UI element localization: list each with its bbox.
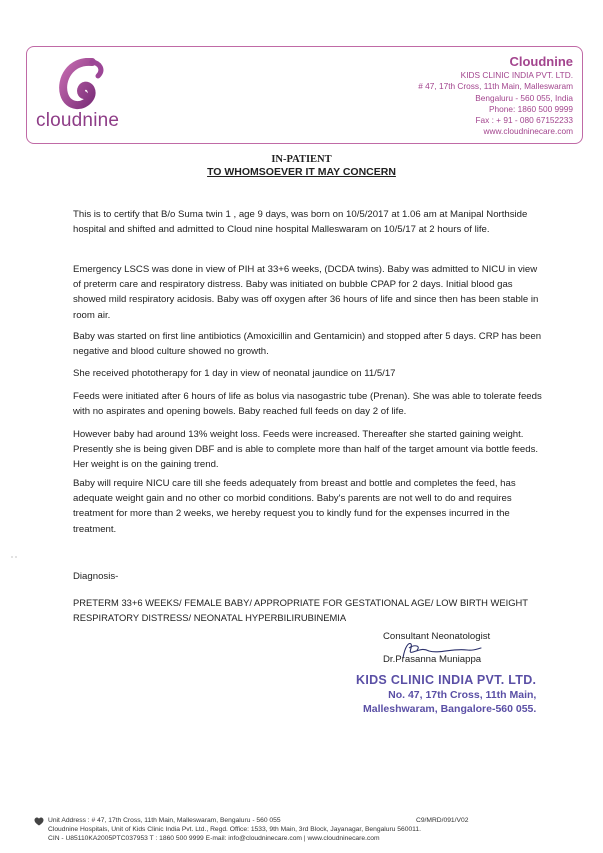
footer-cin-contact: CIN - U85110KA2005PTC037953 T : 1860 500 9999 E-mail: info@cloudninecare.com | www.cloudninecare.com: [48, 835, 380, 842]
paragraph-nicu-request: Baby will require NICU care till she feeds adequately from breast and bottle and completes the feed, has adequate weight gain and no other co morbid conditions. Baby's parents are not well to do and requires treatment for more than 2 weeks, we hereby request you to kindly fund for the expenses incurred in the treatment.: [73, 478, 516, 535]
website: www.cloudninecare.com: [483, 126, 573, 137]
paragraph-weight: However baby had around 13% weight loss. Feeds were increased. Thereafter she started gaining weight. Presently she is being given DBF and is able to complete more than half of the target amount via bottle feeds. Her weight is on the gaining trend.: [73, 429, 539, 471]
paragraph-emergency: Emergency LSCS was done in view of PIH at 33+6 weeks, (DCDA twins). Baby was admitted to NICU in view of preterm care and respiratory distress. Baby was initiated on bubble CPAP for 2 days. Initial blood gas showed mild respiratory acidosis. Baby was off oxygen after 36 hours of life and since then has been stable in room air.: [73, 264, 539, 321]
fax-number: Fax : + 91 - 080 67152233: [475, 115, 573, 126]
company-name: KIDS CLINIC INDIA PVT. LTD.: [460, 70, 573, 80]
margin-mark: [10, 555, 18, 559]
signatory-title: Consultant Neonatologist: [383, 631, 491, 642]
paragraph-phototherapy: She received phototherapy for 1 day in view of neonatal jaundice on 11/5/17: [73, 368, 396, 379]
page-footer: [48, 816, 568, 843]
address-line-1: # 47, 17th Cross, 11th Main, Malleswaram: [418, 81, 573, 92]
diagnosis-text: PRETERM 33+6 WEEKS/ FEMALE BABY/ APPROPRIATE FOR GESTATIONAL AGE/ LOW BIRTH WEIGHT RESPIRATORY DISTRESS/ NEONATAL HYPERBILIRUBINEMIA: [73, 597, 528, 623]
footer-registered-office: Cloudnine Hospitals, Unit of Kids Clinic India Pvt. Ltd., Regd. Office: 1533, 9th Main, 3rd Block, Jayanagar, Bengaluru 560011.: [48, 826, 421, 833]
diagnosis-label: Diagnosis-: [73, 571, 119, 582]
logo-wordmark: cloudnine: [36, 110, 120, 131]
doc-title-concern: TO WHOMSOEVER IT MAY CONCERN: [207, 166, 396, 178]
signatory-name: Dr.Prasanna Muniappa: [383, 654, 482, 665]
footer-location-icon: [34, 817, 44, 826]
stamp-address-1: No. 47, 17th Cross, 11th Main,: [388, 689, 537, 701]
paragraph-birth: This is to certify that B/o Suma twin 1 , age 9 days, was born on 10/5/2017 at 1.06 am at Manipal Northside hospital and shifted and admitted to Cloud nine hospital Malleswaram on 10/5/17 at 2 hours of life.: [73, 209, 528, 236]
paragraph-feeds: Feeds were initiated after 6 hours of life as bolus via nasogastric tube (Prenan). She was able to tolerate feeds with no aspirates and opening bowels. Baby reached full feeds on day 2 of life.: [73, 391, 542, 418]
stamp-address-2: Malleshwaram, Bangalore-560 055.: [362, 703, 537, 715]
doc-title-in-patient: IN-PATIENT: [271, 154, 332, 165]
footer-document-ref: C9/MRD/091/V02: [416, 817, 469, 824]
paragraph-antibiotics: Baby was started on first line antibiotics (Amoxicillin and Gentamicin) and stopped after 5 days. CRP has been negative and blood culture showed no growth.: [73, 331, 542, 358]
brand-name: Cloudnine: [509, 54, 573, 69]
address-line-2: Bengaluru - 560 055, India: [475, 92, 573, 103]
stamp-company: KIDS CLINIC INDIA PVT. LTD.: [356, 673, 537, 687]
company-details: [418, 54, 573, 138]
clinic-stamp: [356, 672, 536, 716]
footer-unit-address: Unit Address : # 47, 17th Cross, 11th Main, Malleswaram, Bengaluru - 560 055: [48, 817, 281, 824]
phone-number: Phone: 1860 500 9999: [489, 103, 573, 114]
